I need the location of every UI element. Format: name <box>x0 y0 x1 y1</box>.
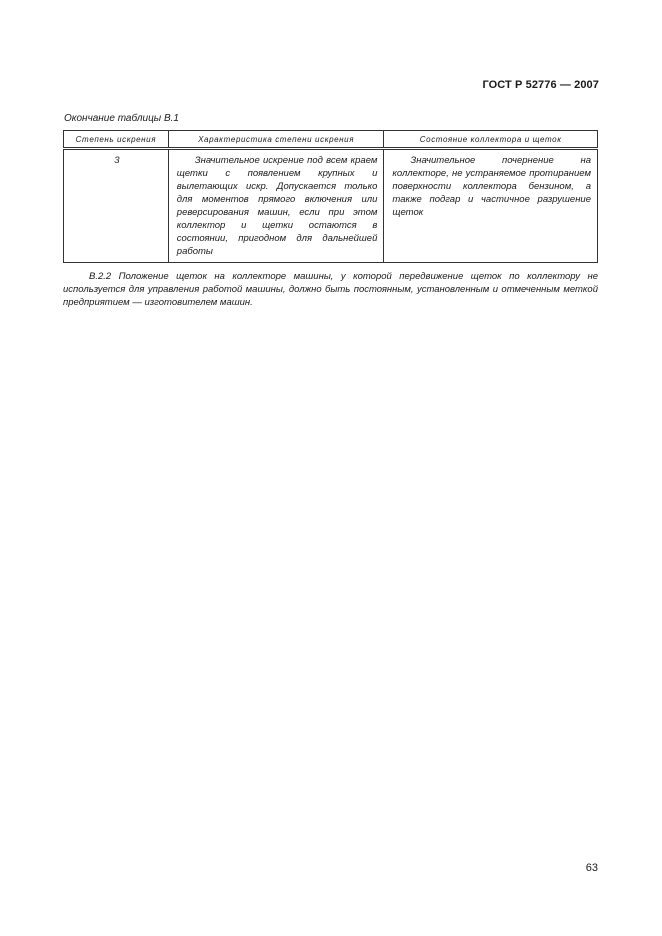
page-number: 63 <box>585 862 598 874</box>
table-caption: Окончание таблицы В.1 <box>64 113 179 124</box>
column-header-degree: Степень искрения <box>64 131 169 149</box>
cell-degree: 3 <box>64 149 169 263</box>
cell-state: Значительное почернение на коллекторе, не устраняемое протиранием поверхности коллектора бензином, а также подгар и частичное разрушение щеток <box>384 149 598 263</box>
clause-b-2-2: В.2.2 Положение щеток на коллекторе машины, у которой передвижение щеток по коллектору не используется для управления работой машины, должно быть постоянным, установленным и отмеченным меткой предприятием — изготовителем машин. <box>63 270 598 308</box>
sparking-degree-table <box>63 130 598 263</box>
cell-characteristic: Значительное искрение под всем краем щетки с появлением крупных и вылетающих искр. Допускается только для моментов прямого включения или реверсирования машин, если при этом коллектор и щетки остаются в состоянии, пригодном для дальнейшей работы <box>168 149 384 263</box>
column-header-state: Состояние коллектора и щеток <box>384 131 598 149</box>
column-header-characteristic: Характеристика степени искрения <box>168 131 384 149</box>
document-code: ГОСТ Р 52776 — 2007 <box>482 79 599 91</box>
table-header-row <box>64 131 598 149</box>
table-row <box>64 149 598 263</box>
